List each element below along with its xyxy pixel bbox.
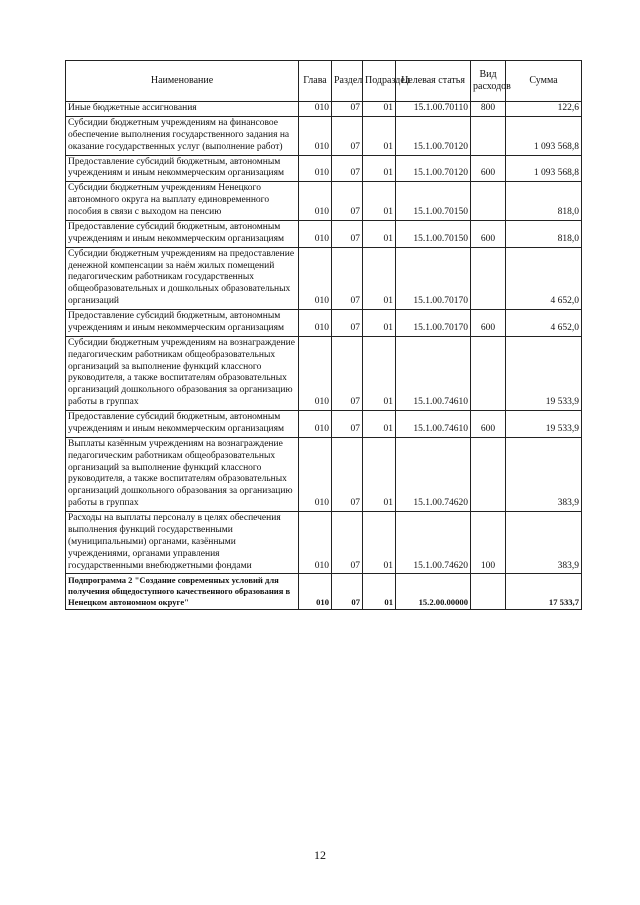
row-razdel: 07 [332, 182, 363, 221]
row-vid: 800 [471, 102, 506, 117]
row-sum: 122,6 [506, 102, 582, 117]
table-row [66, 220, 582, 247]
row-vid [471, 437, 506, 511]
table-row [66, 512, 582, 574]
table-row [66, 155, 582, 182]
row-razdel: 07 [332, 336, 363, 410]
row-razdel: 07 [332, 102, 363, 117]
row-glava: 010 [299, 247, 332, 309]
row-vid [471, 336, 506, 410]
row-name: Выплаты казённым учреждениям на вознаграждение педагогическим работникам общеобразовательных организаций за выполнение функций классного руководителя, а также воспитателям образовательных организаций дошкольного образования за организацию работы в группах [66, 437, 299, 511]
row-podrazdel: 01 [363, 411, 396, 438]
table-row [66, 247, 582, 309]
row-podrazdel: 01 [363, 247, 396, 309]
row-article: 15.1.00.70150 [396, 220, 471, 247]
row-razdel: 07 [332, 247, 363, 309]
row-razdel: 07 [332, 155, 363, 182]
table-row [66, 310, 582, 337]
row-article: 15.2.00.00000 [396, 574, 471, 609]
row-name: Расходы на выплаты персоналу в целях обеспечения выполнения функций государственными (муниципальными) органами, казёнными учреждениями, органами управления государственными внебюджетными фондами [66, 512, 299, 574]
row-glava: 010 [299, 310, 332, 337]
row-glava: 010 [299, 220, 332, 247]
row-sum: 1 093 568,8 [506, 116, 582, 155]
row-razdel: 07 [332, 220, 363, 247]
row-glava: 010 [299, 116, 332, 155]
row-article: 15.1.00.74620 [396, 437, 471, 511]
row-glava: 010 [299, 512, 332, 574]
row-sum: 818,0 [506, 182, 582, 221]
row-podrazdel: 01 [363, 155, 396, 182]
row-podrazdel: 01 [363, 182, 396, 221]
page-number: 12 [314, 848, 326, 862]
row-podrazdel: 01 [363, 116, 396, 155]
row-article: 15.1.00.70170 [396, 310, 471, 337]
row-sum: 818,0 [506, 220, 582, 247]
header-vid: Вид расходов [471, 61, 506, 102]
row-glava: 010 [299, 102, 332, 117]
row-podrazdel: 01 [363, 512, 396, 574]
row-name: Субсидии бюджетным учреждениям на вознаграждение педагогическим работникам общеобразовательных организаций за выполнение функций классного руководителя, а также воспитателям образовательных организаций дошкольного образования за организацию работы в группах [66, 336, 299, 410]
row-vid [471, 574, 506, 609]
row-article: 15.1.00.74610 [396, 336, 471, 410]
header-sum: Сумма [506, 61, 582, 102]
row-vid [471, 247, 506, 309]
row-sum: 19 533,9 [506, 411, 582, 438]
row-name: Иные бюджетные ассигнования [66, 102, 299, 117]
row-razdel: 07 [332, 437, 363, 511]
row-glava: 010 [299, 574, 332, 609]
row-article: 15.1.00.74610 [396, 411, 471, 438]
row-podrazdel: 01 [363, 336, 396, 410]
table-row [66, 574, 582, 609]
row-glava: 010 [299, 336, 332, 410]
row-vid: 600 [471, 155, 506, 182]
row-razdel: 07 [332, 116, 363, 155]
row-podrazdel: 01 [363, 310, 396, 337]
table-row [66, 102, 582, 117]
table-row [66, 411, 582, 438]
header-article: Целевая статья [396, 61, 471, 102]
row-article: 15.1.00.70110 [396, 102, 471, 117]
row-vid [471, 182, 506, 221]
row-name: Предоставление субсидий бюджетным, автономным учреждениям и иным некоммерческим организациям [66, 155, 299, 182]
header-razdel: Раздел [332, 61, 363, 102]
row-razdel: 07 [332, 310, 363, 337]
row-name: Предоставление субсидий бюджетным, автономным учреждениям и иным некоммерческим организациям [66, 220, 299, 247]
row-article: 15.1.00.70170 [396, 247, 471, 309]
budget-table [65, 60, 582, 610]
table-header-row [66, 61, 582, 102]
row-name: Субсидии бюджетным учреждениям на финансовое обеспечение выполнения государственного задания на оказание государственных услуг (выполнение работ) [66, 116, 299, 155]
header-glava: Глава [299, 61, 332, 102]
row-razdel: 07 [332, 574, 363, 609]
table-row [66, 336, 582, 410]
row-article: 15.1.00.70150 [396, 182, 471, 221]
row-sum: 383,9 [506, 437, 582, 511]
row-vid: 100 [471, 512, 506, 574]
row-name: Подпрограмма 2 "Создание современных условий для получения общедоступного качественного образования в Ненецком автономном округе" [66, 574, 299, 609]
row-podrazdel: 01 [363, 102, 396, 117]
row-sum: 1 093 568,8 [506, 155, 582, 182]
row-sum: 383,9 [506, 512, 582, 574]
row-vid: 600 [471, 411, 506, 438]
row-sum: 17 533,7 [506, 574, 582, 609]
row-razdel: 07 [332, 512, 363, 574]
row-glava: 010 [299, 155, 332, 182]
row-vid: 600 [471, 310, 506, 337]
row-vid [471, 116, 506, 155]
row-podrazdel: 01 [363, 437, 396, 511]
row-glava: 010 [299, 182, 332, 221]
row-name: Предоставление субсидий бюджетным, автономным учреждениям и иным некоммерческим организациям [66, 310, 299, 337]
table-row [66, 182, 582, 221]
table-row [66, 116, 582, 155]
table-row [66, 437, 582, 511]
row-article: 15.1.00.74620 [396, 512, 471, 574]
row-glava: 010 [299, 437, 332, 511]
header-podrazdel: Подраздел [363, 61, 396, 102]
row-sum: 4 652,0 [506, 310, 582, 337]
row-name: Предоставление субсидий бюджетным, автономным учреждениям и иным некоммерческим организациям [66, 411, 299, 438]
row-glava: 010 [299, 411, 332, 438]
row-sum: 4 652,0 [506, 247, 582, 309]
row-name: Субсидии бюджетным учреждениям на предоставление денежной компенсации за наём жилых помещений педагогическим работникам государственных общеобразовательных и дошкольных образовательных организаций [66, 247, 299, 309]
row-vid: 600 [471, 220, 506, 247]
row-name: Субсидии бюджетным учреждениям Ненецкого автономного округа на выплату единовременного пособия в связи с выходом на пенсию [66, 182, 299, 221]
row-article: 15.1.00.70120 [396, 155, 471, 182]
row-article: 15.1.00.70120 [396, 116, 471, 155]
row-razdel: 07 [332, 411, 363, 438]
header-name: Наименование [66, 61, 299, 102]
row-podrazdel: 01 [363, 574, 396, 609]
row-sum: 19 533,9 [506, 336, 582, 410]
row-podrazdel: 01 [363, 220, 396, 247]
